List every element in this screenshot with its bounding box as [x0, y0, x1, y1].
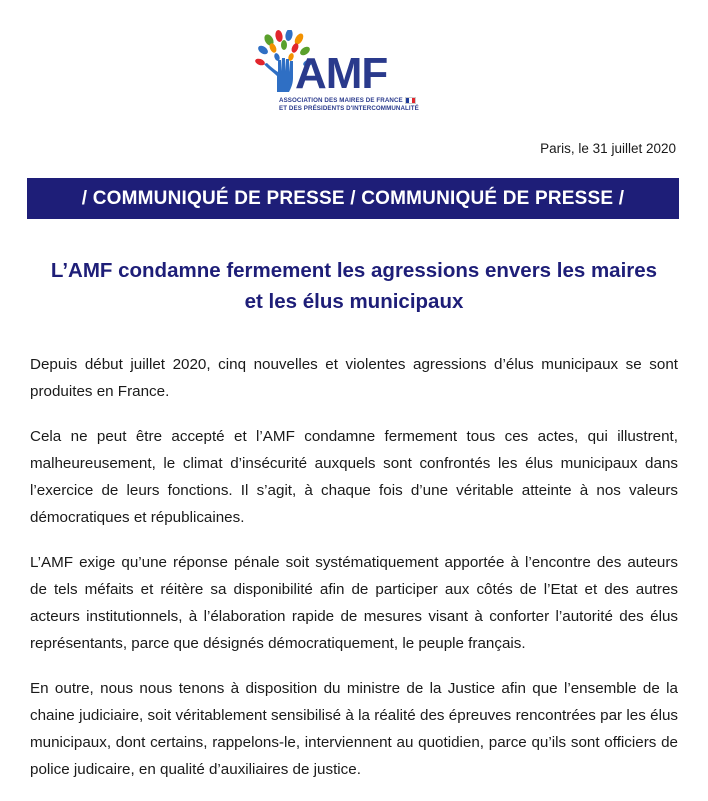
body-text	[30, 351, 678, 801]
amf-logo	[255, 30, 420, 116]
headline: L’AMF condamne fermement les agressions envers les maires et les élus municipaux	[50, 259, 658, 313]
french-flag-icon	[405, 97, 416, 104]
amf-subtitle-line1: ASSOCIATION DES MAIRES DE FRANCE	[279, 97, 403, 105]
date-line: Paris, le 31 juillet 2020	[540, 141, 676, 156]
amf-subtitle	[279, 97, 429, 112]
paragraph: En outre, nous nous tenons à disposition du ministre de la Justice afin que l’ensemble de la chaine judiciaire, soit véritablement sensibilisé à la réalité des épreuves rencontrées par les élus municipaux, dont certains, rappelons-le, interviennent au quotidien, parce qu’ils sont officiers de police judicaire, en qualité d’auxiliaires de justice.	[30, 680, 678, 778]
banner-text: / COMMUNIQUÉ DE PRESSE / COMMUNIQUÉ DE PRESSE /	[81, 187, 625, 209]
paragraph: L’AMF exige qu’une réponse pénale soit systématiquement apportée à l’encontre des auteurs de tels méfaits et réitère sa disponibilité afin de participer aux côtés de l’Etat et des autres acteurs institutionnels, à l’élaboration rapide de mesures visant à conforter l’autorité des élus représentants, parce que désignés démocratiquement, le peuple français.	[30, 554, 678, 652]
amf-subtitle-line2: ET DES PRÉSIDENTS D'INTERCOMMUNALITÉ	[279, 104, 419, 112]
press-release-banner	[27, 178, 679, 219]
paragraph: Depuis début juillet 2020, cinq nouvelles et violentes agressions d’élus municipaux se sont produites en France.	[30, 356, 678, 400]
amf-wordmark: AMF	[295, 49, 388, 98]
paragraph: Cela ne peut être accepté et l’AMF condamne fermement tous ces actes, qui illustrent, malheureusement, le climat d’insécurité auxquels sont confrontés les élus municipaux dans l’exercice de leurs fonctions. Il s’agit, à chaque fois d’une véritable atteinte à nos valeurs démocratiques et républicaines.	[30, 428, 678, 526]
